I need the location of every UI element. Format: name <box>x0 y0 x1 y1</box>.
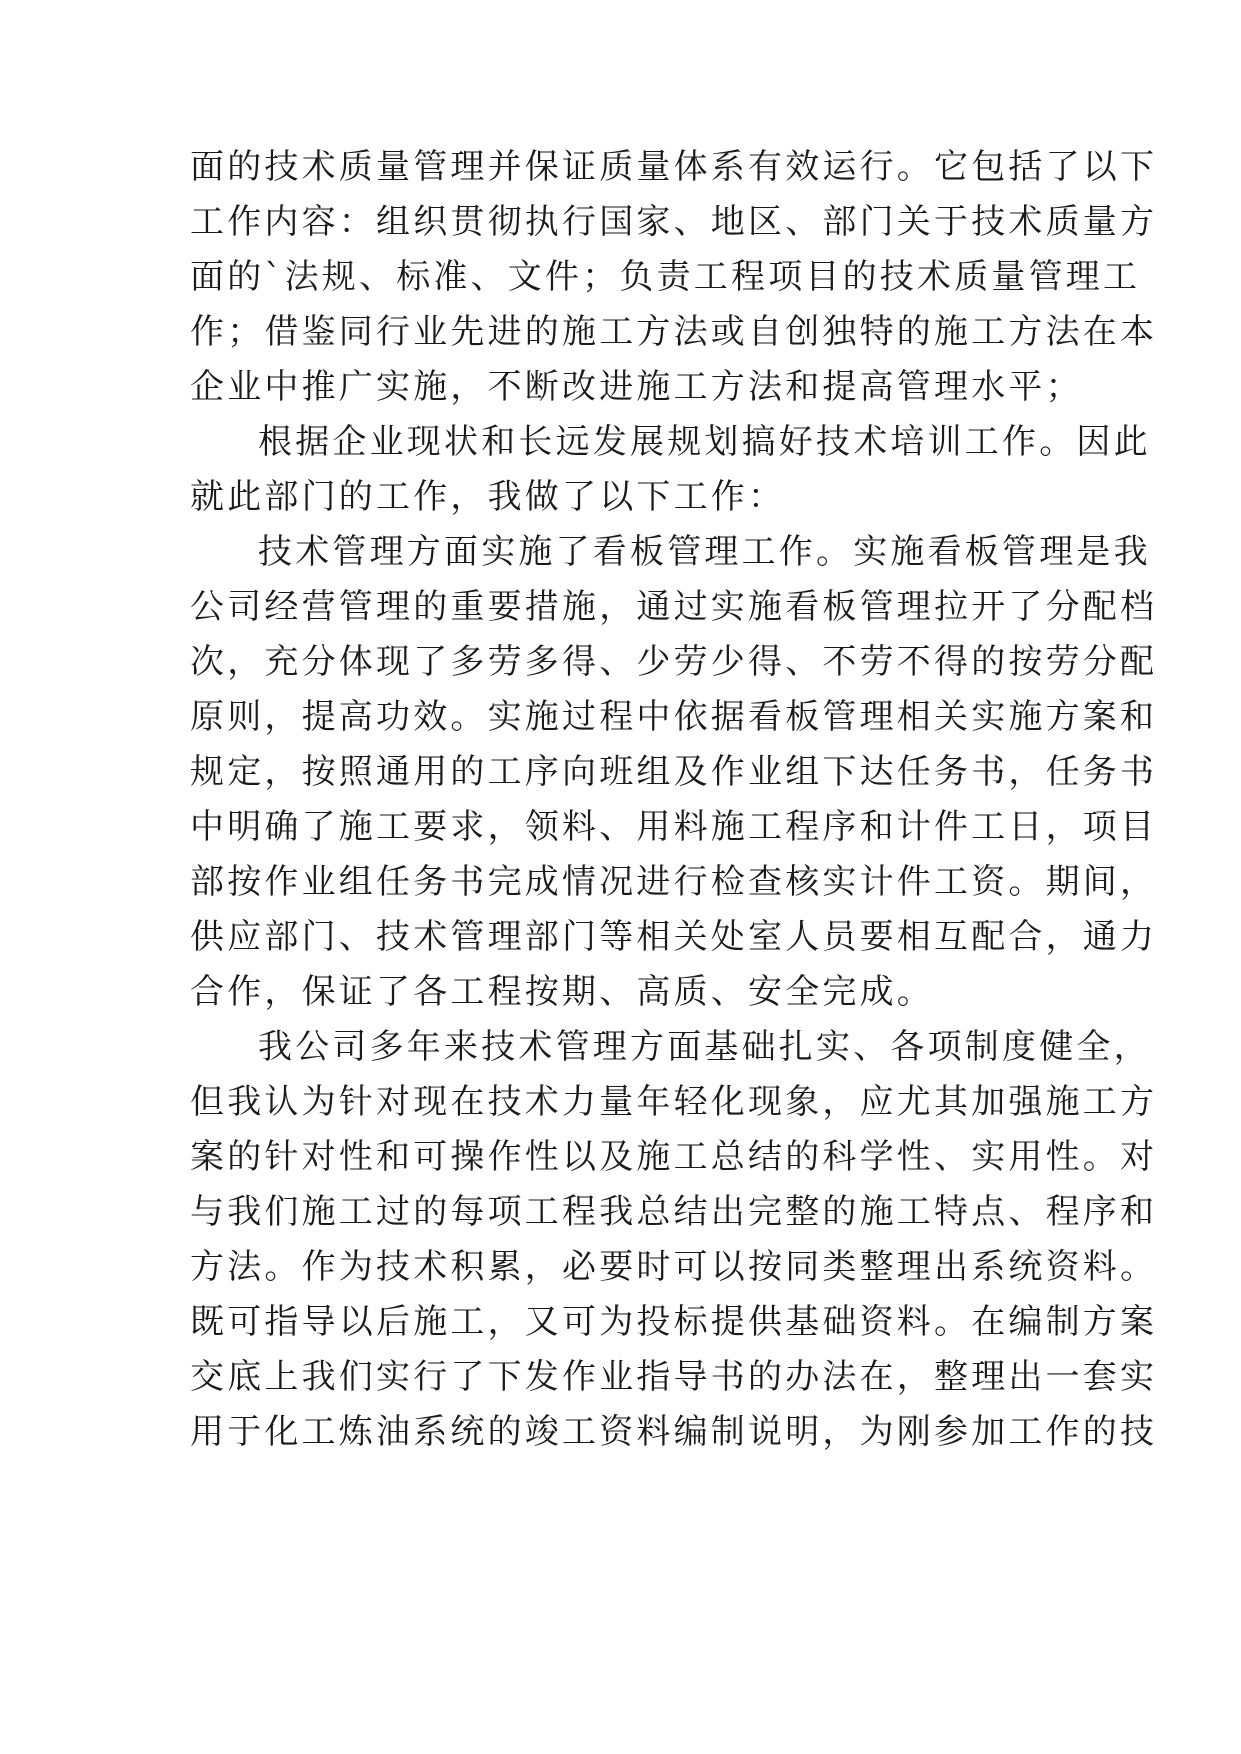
text-line: 部按作业组任务书完成情况进行检查核实计件工资。期间， <box>190 862 1158 902</box>
text-line: 与我们施工过的每项工程我总结出完整的施工特点、程序和 <box>190 1192 1158 1232</box>
text-line: 用于化工炼油系统的竣工资料编制说明，为刚参加工作的技 <box>190 1412 1158 1452</box>
text-line: 面的技术质量管理并保证质量体系有效运行。它包括了以下 <box>190 147 1158 187</box>
text-line: 方法。作为技术积累，必要时可以按同类整理出系统资料。 <box>190 1247 1158 1287</box>
text-line: 原则，提高功效。实施过程中依据看板管理相关实施方案和 <box>190 697 1158 737</box>
text-line: 企业中推广实施，不断改进施工方法和提高管理水平； <box>190 367 1083 407</box>
text-line: 合作，保证了各工程按期、高质、安全完成。 <box>190 972 934 1012</box>
text-line: 交底上我们实行了下发作业指导书的办法在，整理出一套实 <box>190 1357 1158 1397</box>
paragraph-first-line: 技术管理方面实施了看板管理工作。实施看板管理是我 <box>258 532 1151 572</box>
text-line: 作；借鉴同行业先进的施工方法或自创独特的施工方法在本 <box>190 312 1158 352</box>
text-line: 中明确了施工要求，领料、用料施工程序和计件工日，项目 <box>190 807 1158 847</box>
text-line: 次，充分体现了多劳多得、少劳少得、不劳不得的按劳分配 <box>190 642 1158 682</box>
text-line: 面的`法规、标准、文件；负责工程项目的技术质量管理工 <box>190 257 1141 297</box>
text-line: 供应部门、技术管理部门等相关处室人员要相互配合，通力 <box>190 917 1158 957</box>
text-line: 但我认为针对现在技术力量年轻化现象，应尤其加强施工方 <box>190 1082 1158 1122</box>
text-line: 公司经营管理的重要措施，通过实施看板管理拉开了分配档 <box>190 587 1158 627</box>
text-line: 案的针对性和可操作性以及施工总结的科学性、实用性。对 <box>190 1137 1158 1177</box>
paragraph-first-line: 我公司多年来技术管理方面基础扎实、各项制度健全， <box>258 1027 1151 1067</box>
text-line: 规定，按照通用的工序向班组及作业组下达任务书，任务书 <box>190 752 1158 792</box>
text-line: 工作内容：组织贯彻执行国家、地区、部门关于技术质量方 <box>190 202 1158 242</box>
paragraph-first-line: 根据企业现状和长远发展规划搞好技术培训工作。因此 <box>258 422 1151 462</box>
text-line: 既可指导以后施工，又可为投标提供基础资料。在编制方案 <box>190 1302 1158 1342</box>
text-line: 就此部门的工作，我做了以下工作： <box>190 477 786 517</box>
